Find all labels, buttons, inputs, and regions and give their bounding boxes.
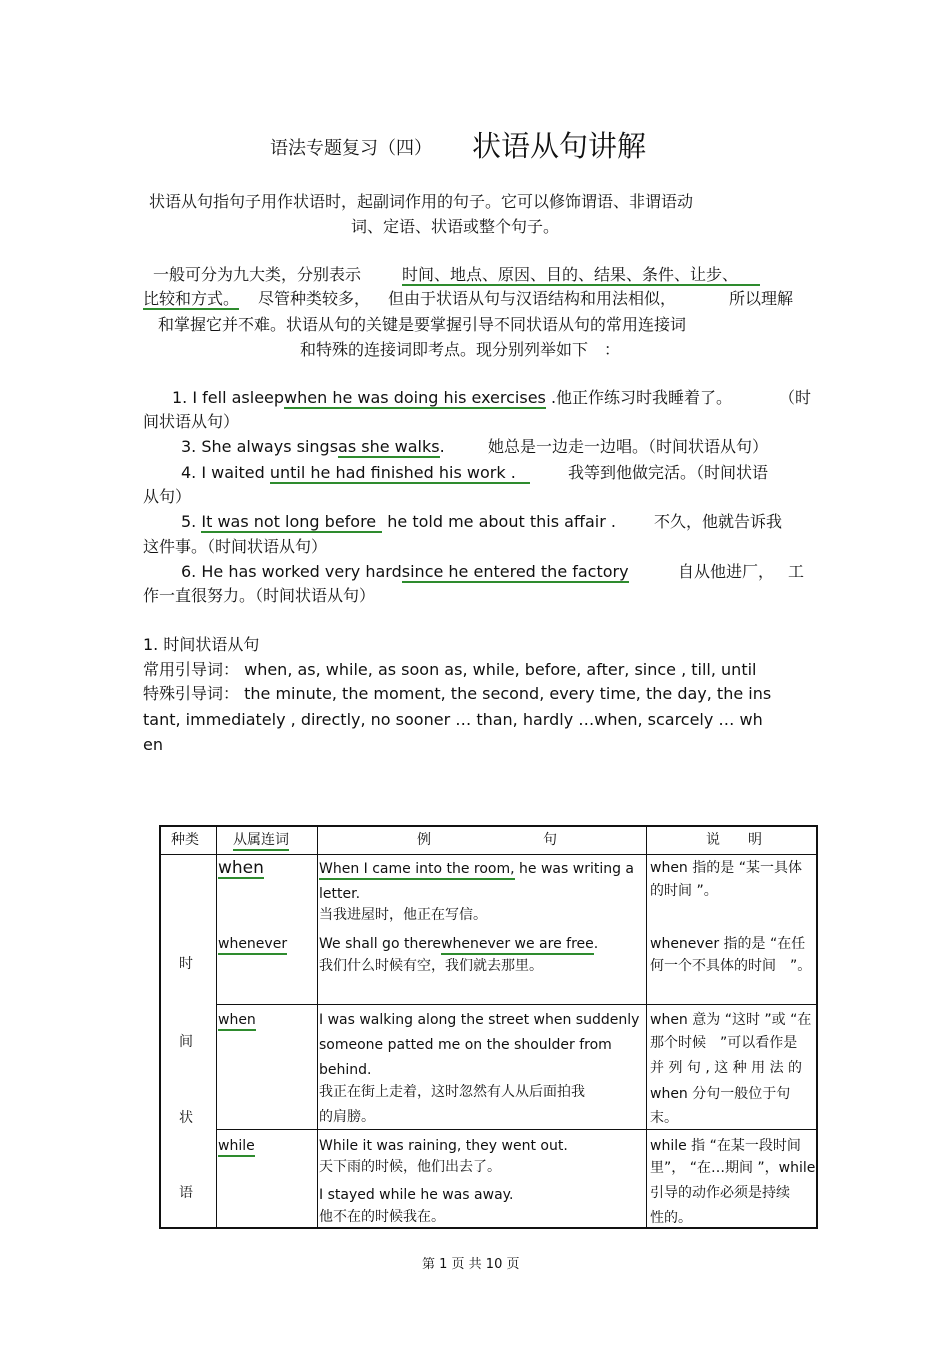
example-4: 4. I waited until he had finished his work . — [181, 463, 530, 484]
intro-line-1: 状语从句指句子用作状语时，起副词作用的句子。它可以修饰谓语、非谓语动 — [149, 192, 694, 211]
example-6-cn-2: 工 — [788, 562, 805, 581]
header-note: 说 明 — [706, 832, 762, 848]
conj-when-2: when — [218, 1010, 256, 1031]
para-line-1a: 一般可分为九大类，分别表示 — [153, 265, 362, 284]
special-conjunctions: 特殊引导词： the minute, the moment, the second, every time, the day, the ins — [143, 684, 772, 703]
header-conj: 从属连词 — [233, 830, 289, 851]
example-row-3-cn-2: 的肩膀。 — [319, 1109, 375, 1125]
page-title: 状语从句讲解 — [472, 129, 647, 163]
example-3: 3. She always singsas she walks. — [181, 437, 445, 456]
para-line-3: 和掌握它并不难。状语从句的关键是要掌握引导不同状语从句的常用连接词 — [158, 315, 687, 334]
common-conjunctions: 常用引导词： when, as, while, as soon as, while, before, after, since , till, until — [143, 660, 757, 679]
conj-when: when — [218, 858, 264, 878]
note-row-2: whenever 指的是 “在任 — [650, 936, 806, 952]
example-6-cont: 作一直很努力。（时间状语从句） — [143, 586, 376, 605]
example-row-3-cn: 我正在街上走着，这时忽然有人从后面拍我 — [319, 1084, 585, 1100]
special-conjunctions-line3: en — [143, 735, 163, 754]
note-row-2-cont: 何一个不具体的时间 ”。 — [650, 958, 812, 974]
example-5-cn: 不久，他就告诉我 — [654, 512, 783, 531]
example-row-1-cont: letter. — [319, 886, 361, 902]
para-line-2b: 尽管种类较多， — [258, 289, 371, 308]
example-row-4-b-cn: 他不在的时候我在。 — [319, 1209, 445, 1225]
example-3-cn: 她总是一边走一边唱。（时间状语从句） — [488, 437, 769, 456]
example-row-3-l2: someone patted me on the shoulder from — [319, 1037, 612, 1053]
note-row-4-l2: 里”， “在…期间 ”，while — [650, 1160, 816, 1176]
note-row-3-l5: 末。 — [650, 1110, 678, 1126]
category-char: 时 — [179, 956, 193, 972]
example-row-1-cn: 当我进屋时，他正在写信。 — [319, 907, 487, 923]
note-row-4: while 指 “在某一段时间 — [650, 1138, 801, 1154]
header-example: 例 句 — [417, 832, 557, 848]
para-line-2c: 但由于状语从句与汉语结构和用法相似， — [388, 289, 677, 308]
example-row-2: We shall go therewhenever we are free. — [319, 934, 598, 955]
example-row-3: I was walking along the street when suddenly — [319, 1012, 640, 1028]
category-char: 语 — [179, 1185, 193, 1201]
example-6: 6. He has worked very hardsince he entered the factory — [181, 562, 629, 581]
category-char: 间 — [179, 1034, 193, 1050]
example-4-cn: 我等到他做完活。（时间状语 — [568, 463, 769, 482]
example-row-4-cn: 天下雨的时候，他们出去了。 — [319, 1159, 501, 1175]
para-line-2a: 比较和方式。 — [143, 289, 240, 308]
section-heading: 1. 时间状语从句 — [143, 635, 260, 654]
example-4-cont: 从句） — [143, 487, 192, 506]
example-5-cont: 这件事。（时间状语从句） — [143, 537, 328, 556]
para-line-4: 和特殊的连接词即考点。现分别列举如下 ： — [300, 340, 621, 359]
example-1-cont: 间状语从句） — [143, 412, 240, 431]
note-row-3-l3: 并 列 句 , 这 种 用 法 的 — [650, 1060, 803, 1076]
para-line-2d: 所以理解 — [729, 289, 794, 308]
category-char: 状 — [179, 1110, 193, 1126]
title-prefix: 语法专题复习（四） — [270, 138, 432, 159]
conj-whenever: whenever — [218, 934, 287, 955]
note-row-3-l4: when 分句一般位于句 — [650, 1086, 791, 1102]
note-row-3: when 意为 “这时 ”或 “在 — [650, 1012, 812, 1028]
example-row-4-b: I stayed while he was away. — [319, 1187, 514, 1203]
example-row-2-cn: 我们什么时候有空，我们就去那里。 — [319, 958, 543, 974]
example-6-cn: 自从他进厂， — [678, 562, 775, 581]
conjunction-table — [159, 825, 818, 1229]
example-5: 5. It was not long before he told me about this affair . — [181, 512, 616, 531]
example-1-tag: （时 — [779, 388, 812, 407]
page-footer: 第 1 页 共 10 页 — [422, 1257, 520, 1272]
note-row-1: when 指的是 “某一具体 — [650, 860, 802, 876]
conj-while: while — [218, 1136, 255, 1157]
example-row-3-l3: behind. — [319, 1062, 372, 1078]
note-row-4-l3: 引导的动作必须是持续 — [650, 1185, 790, 1201]
para-line-1b: 时间、地点、原因、目的、结果、条件、让步、 — [402, 265, 760, 286]
special-conjunctions-line2: tant, immediately , directly, no sooner … than, hardly …when, scarcely … wh — [143, 710, 763, 729]
example-row-4: While it was raining, they went out. — [319, 1138, 568, 1154]
example-row-1: When I came into the room, he was writing a — [319, 859, 634, 880]
note-row-4-l4: 性的。 — [650, 1210, 692, 1226]
header-kind: 种类 — [171, 832, 199, 848]
note-row-3-l2: 那个时候 ”可以看作是 — [650, 1035, 798, 1051]
note-row-1-cont: 的时间 ”。 — [650, 883, 718, 899]
intro-line-2: 词、定语、状语或整个句子。 — [351, 217, 560, 236]
example-1: 1. I fell asleepwhen he was doing his exercises .他正作练习时我睡着了。 — [172, 388, 733, 407]
